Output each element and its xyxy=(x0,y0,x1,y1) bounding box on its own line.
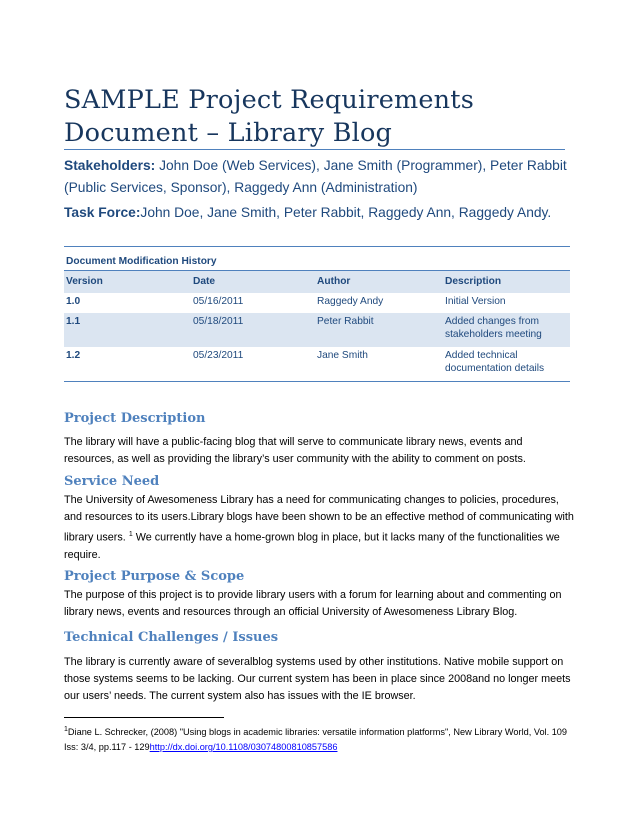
cell-date: 05/18/2011 xyxy=(191,313,315,347)
heading-technical-challenges: Technical Challenges / Issues xyxy=(64,630,279,645)
stakeholders-label: Stakeholders: xyxy=(64,158,156,173)
heading-service-need: Service Need xyxy=(64,474,160,489)
title-underline xyxy=(64,149,565,150)
modification-history-table xyxy=(64,246,570,382)
stakeholders-text: John Doe (Web Services), Jane Smith (Programmer), Peter Rabbit (Public Services, Sponsor), Raggedy Ann (Administration) xyxy=(64,158,567,195)
heading-purpose-scope: Project Purpose & Scope xyxy=(64,569,245,584)
table-row xyxy=(64,293,570,313)
paragraph-purpose-scope: The purpose of this project is to provide library users with a forum for learning about and commenting on library news, events and resources through an official University of Awesomeness Library Blog. xyxy=(64,589,562,619)
footnote-mark: 1 xyxy=(64,726,68,733)
table-row xyxy=(64,313,570,347)
header-description: Description xyxy=(439,271,570,294)
cell-description: Added technical documentation details xyxy=(439,347,570,382)
cell-description: Initial Version xyxy=(445,296,506,307)
taskforce-label: Task Force: xyxy=(64,205,141,220)
footnote-separator xyxy=(64,717,224,718)
table-row xyxy=(64,347,570,382)
stakeholders-paragraph xyxy=(64,155,574,199)
table-caption: Document Modification History xyxy=(64,247,570,271)
title-line-2: Document – Library Blog xyxy=(64,118,393,148)
header-version: Version xyxy=(64,271,191,294)
table-header-row xyxy=(64,271,570,294)
paragraph-project-description: The library will have a public-facing blog that will serve to communicate library news, events and resources, as well as providing the library’s user community with the ability to comment on posts. xyxy=(64,436,526,466)
title-line-1: SAMPLE Project Requirements xyxy=(64,85,475,115)
cell-author: Jane Smith xyxy=(315,347,439,382)
cell-version: 1.0 xyxy=(66,296,81,307)
footnote-doi-link[interactable]: http://dx.doi.org/10.1108/03074800810857586 xyxy=(149,742,338,753)
cell-date: 05/16/2011 xyxy=(193,296,244,307)
heading-project-description: Project Description xyxy=(64,411,206,426)
service-need-text-2: We currently have a home-grown blog in place, but it lacks many of the functionalities we require. xyxy=(64,532,560,562)
taskforce-paragraph xyxy=(64,202,574,224)
service-need-text-1: The University of Awesomeness Library has a need for communicating changes to policies, procedures, and resources to its users.Library blogs have been shown to be an effective method of communicating with library users. xyxy=(64,494,574,544)
taskforce-text: John Doe, Jane Smith, Peter Rabbit, Raggedy Ann, Raggedy Andy. xyxy=(140,205,552,220)
paragraph-technical-challenges: The library is currently aware of severalblog systems used by other institutions. Native mobile support on those systems seems to be lacking. Our current system has been in place since 2008and no longer meets our users’ needs. The current system also has issues with the IE browser. xyxy=(64,656,571,703)
header-author: Author xyxy=(315,271,439,294)
footnote-reference[interactable]: 1 xyxy=(128,531,133,539)
document-title xyxy=(64,84,564,150)
footnote xyxy=(64,722,574,755)
cell-version: 1.2 xyxy=(64,347,191,382)
cell-date: 05/23/2011 xyxy=(191,347,315,382)
footnote-text: Diane L. Schrecker, (2008) "Using blogs in academic libraries: versatile information platforms", New Library World, Vol. 109 Iss: 3/4, pp.117 - 129 xyxy=(64,727,568,753)
cell-version: 1.1 xyxy=(64,313,191,347)
paragraph-service-need xyxy=(64,492,574,564)
cell-author: Peter Rabbit xyxy=(315,313,439,347)
header-date: Date xyxy=(191,271,315,294)
cell-author: Raggedy Andy xyxy=(317,296,384,307)
cell-description: Added changes from stakeholders meeting xyxy=(439,313,570,347)
